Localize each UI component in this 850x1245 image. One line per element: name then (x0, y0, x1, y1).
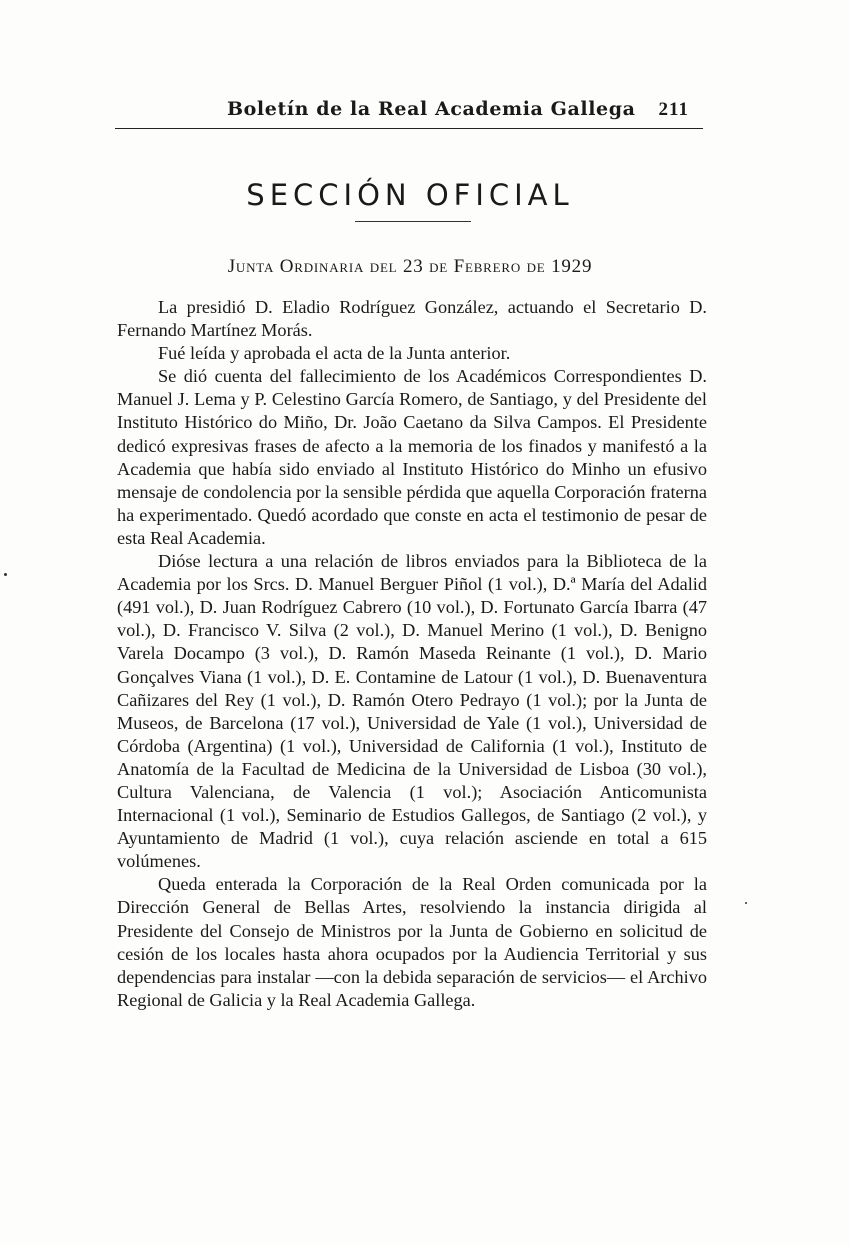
page-number: 211 (658, 99, 689, 120)
paragraph-condolences: Se dió cuenta del fallecimiento de los Académicos Correspondientes D. Manuel J. Lema y P. Celestino García Romero, de Santiago, y del Presidente del Instituto Histórico do Miño, Dr. João Caetano da Silva Campos. El Presidente dedicó expresivas frases de afecto a la memoria de los finados y manifestó a la Academia que había sido enviado al Instituto Histórico do Minho un efusivo mensaje de condolencia por la sensible pérdida que aquella Corporación fraterna ha experimentado. Quedó acordado que conste en acta el testimonio de pesar de esta Real Academia. (117, 366, 707, 548)
body-text (117, 296, 707, 1012)
paragraph-presidency: La presidió D. Eladio Rodríguez González, actuando el Secretario D. Fernando Martínez Morás. (117, 297, 707, 341)
scan-speck (745, 902, 747, 904)
section-title: SECCIÓN OFICIAL (246, 178, 574, 212)
journal-title: Boletín de la Real Academia Gallega (227, 98, 636, 120)
paragraph-royal-order: Queda enterada la Corporación de la Real Orden comunicada por la Dirección General de Bellas Artes, resolviendo la instancia dirigida al Presidente del Consejo de Ministros por la Junta de Gobierno en solicitud de cesión de los locales hasta ahora ocupados por la Audiencia Territorial y sus dependencias para instalar —con la debida separación de servicios— el Archivo Regional de Galicia y la Real Academia Gallega. (117, 874, 707, 1010)
running-header (115, 96, 703, 129)
paragraph-minutes: Fué leída y aprobada el acta de la Junta anterior. (158, 343, 511, 364)
title-divider (355, 221, 471, 222)
meeting-heading: Junta Ordinaria del 23 de Febrero de 1929 (227, 256, 593, 277)
scan-speck (4, 573, 7, 576)
paragraph-library-donations: Dióse lectura a una relación de libros enviados para la Biblioteca de la Academia por los Srcs. D. Manuel Berguer Piñol (1 vol.), D.ª María del Adalid (491 vol.), D. Juan Rodríguez Cabrero (10 vol.), D. Fortunato García Ibarra (47 vol.), D. Francisco V. Silva (2 vol.), D. Manuel Merino (1 vol.), D. Benigno Varela Docampo (3 vol.), D. Ramón Maseda Reinante (1 vol.), D. Mario Gonçalves Viana (1 vol.), D. E. Contamine de Latour (1 vol.), D. Buenaventura Cañizares del Rey (1 vol.), D. Ramón Otero Pedrayo (1 vol.); por la Junta de Museos, de Barcelona (17 vol.), Universidad de Yale (1 vol.), Universidad de Córdoba (Argentina) (1 vol.), Universidad de California (1 vol.), Instituto de Anatomía de la Facultad de Medicina de la Universidad de Lisboa (30 vol.), Cultura Valenciana, de Valencia (1 vol.); Asociación Anticomunista Internacional (1 vol.), Seminario de Estudios Gallegos, de Santiago (2 vol.), y Ayuntamiento de Madrid (1 vol.), cuya relación asciende en total a 615 volúmenes. (117, 551, 707, 872)
